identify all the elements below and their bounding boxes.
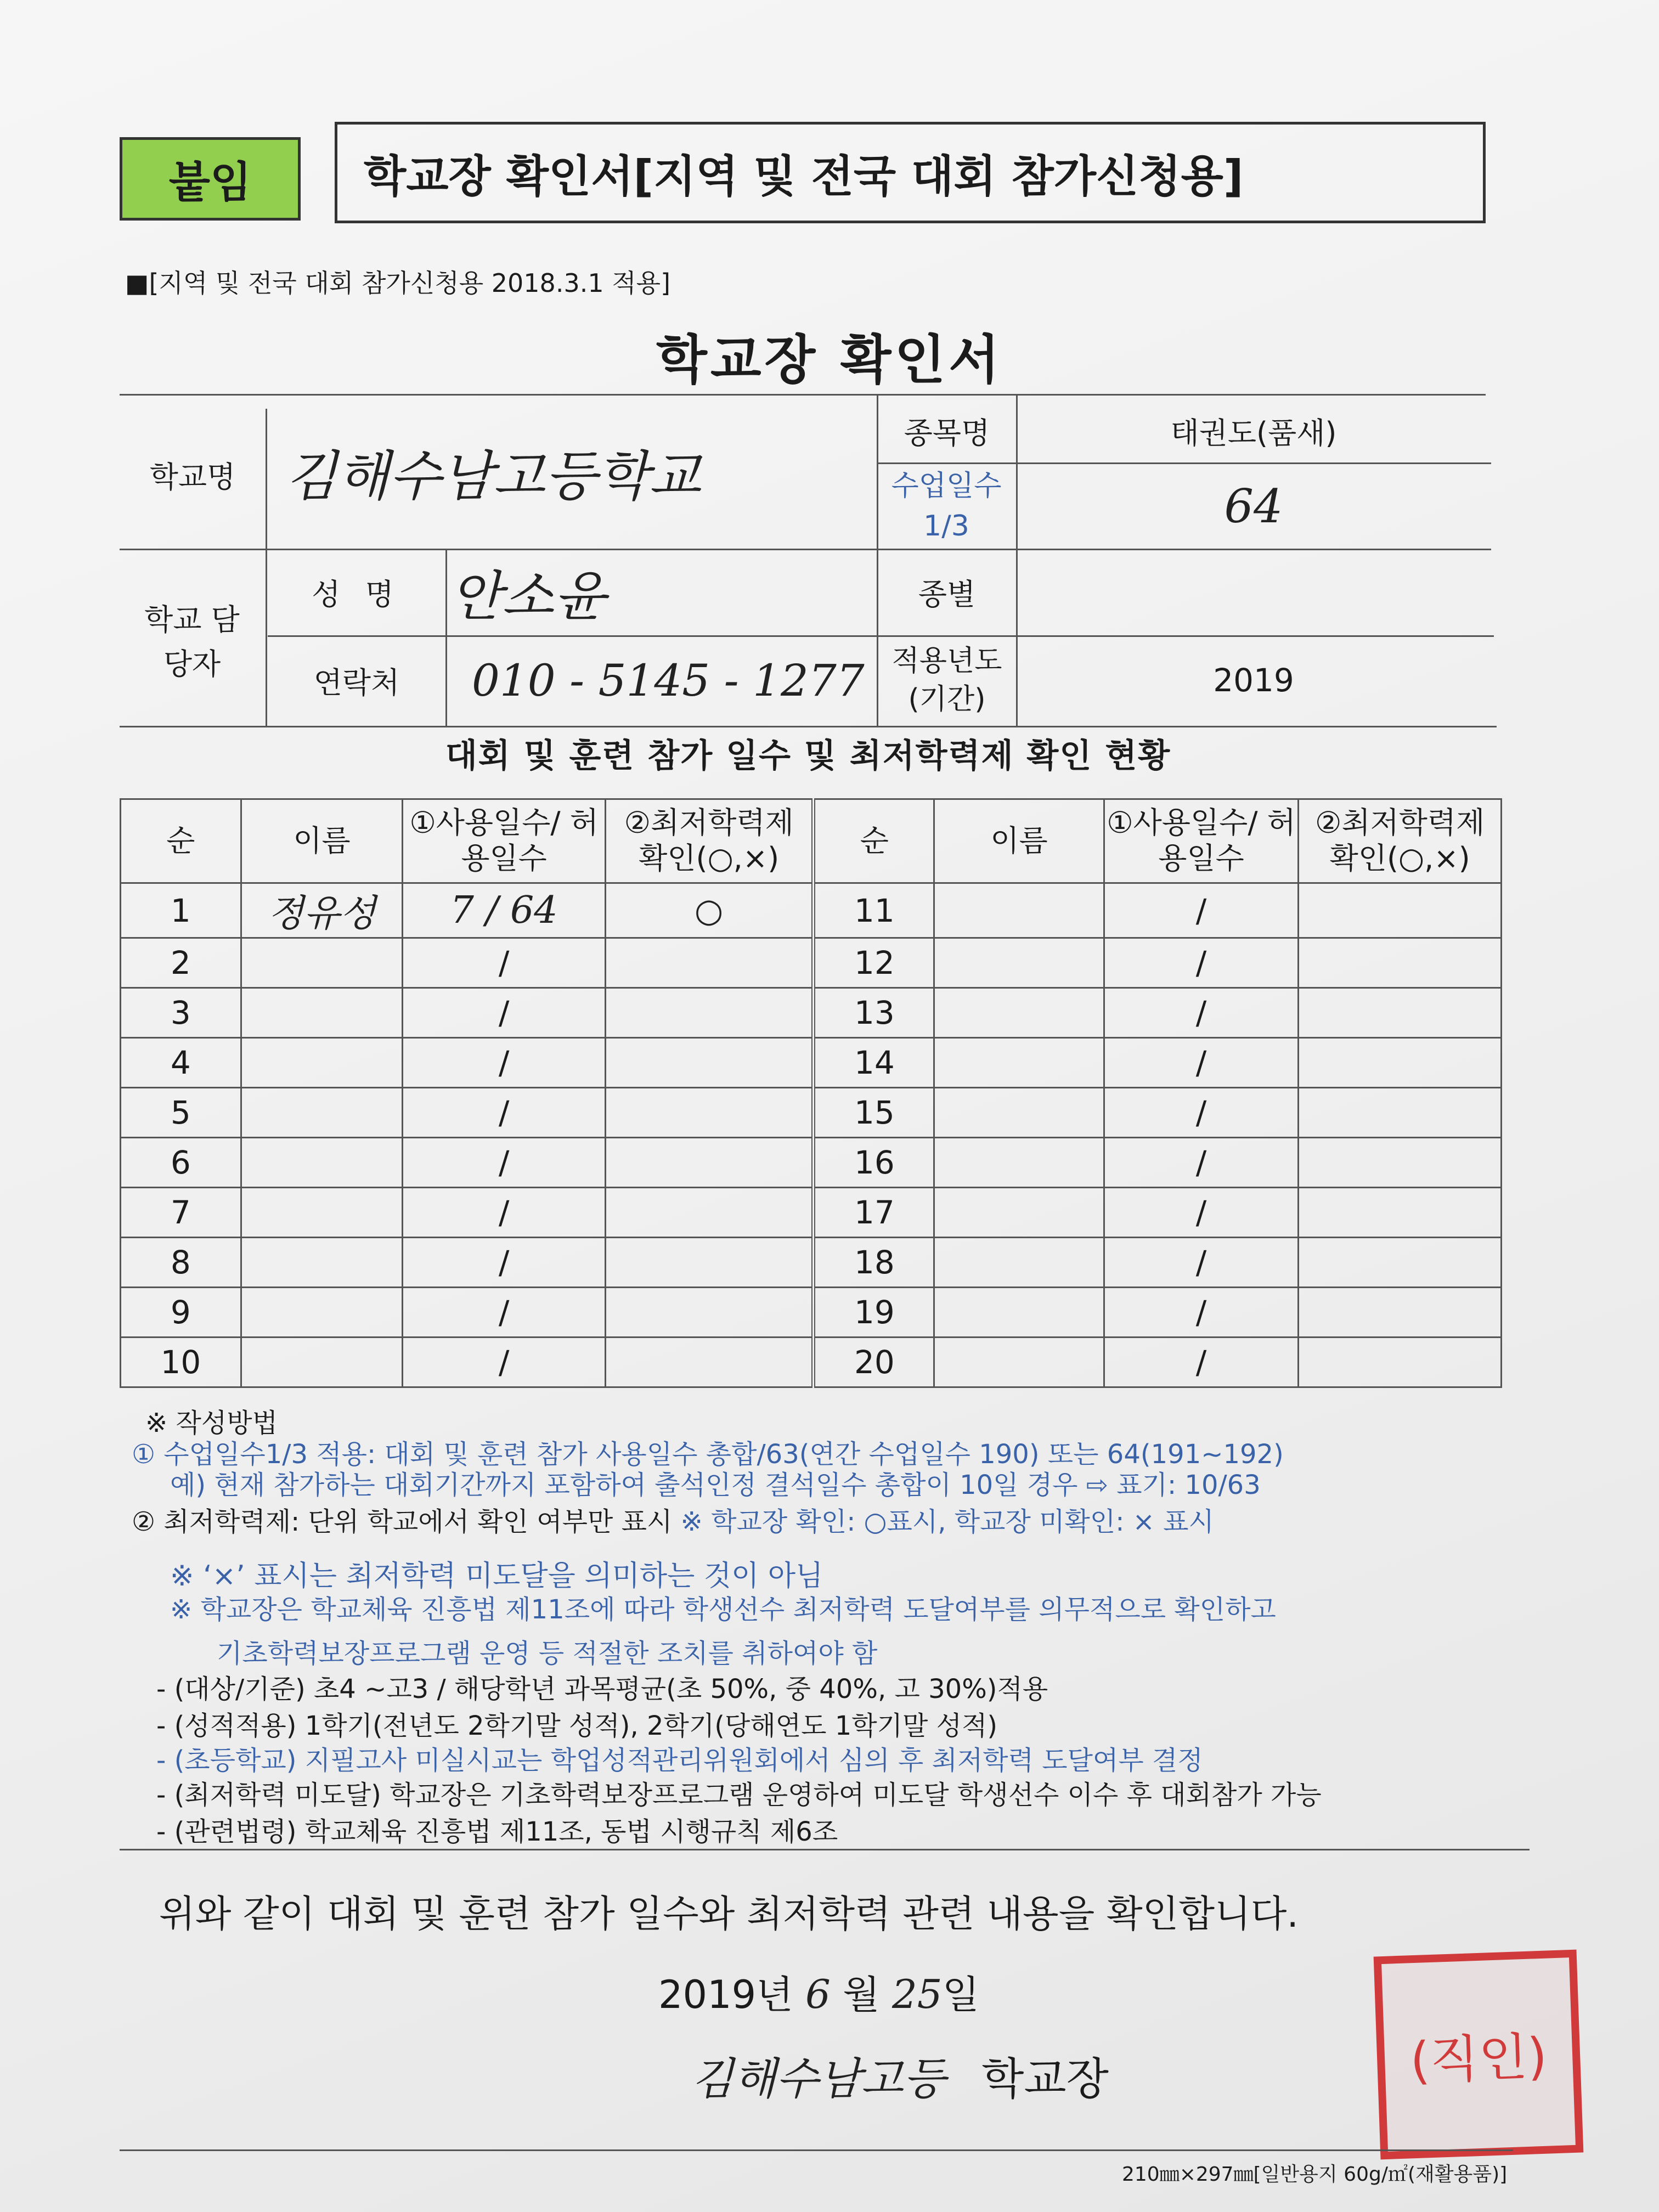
year-value: 2019	[1213, 662, 1294, 699]
row-name	[241, 1288, 403, 1338]
row-no: 12	[814, 938, 934, 988]
method-line: ※ 학교장은 학교체육 진흥법 제11조에 따라 학생선수 최저학력 도달여부를 의무적으로 확인하고	[170, 1594, 1276, 1625]
method-line: 예) 현재 참가하는 대회기간까지 포함하여 출석인정 결석일수 총합이 10일 경우 ⇨ 표기: 10/63	[170, 1470, 1261, 1500]
official-seal	[1374, 1950, 1584, 2160]
row-check	[605, 1038, 814, 1088]
row-days: /	[403, 1288, 606, 1338]
class-days-value: 64	[1224, 479, 1283, 533]
table-header-row	[121, 799, 1502, 883]
method-line: ① 수업일수1/3 적용: 대회 및 훈련 참가 사용일수 총합/63(연간 수업일수 190) 또는 64(191~192)	[132, 1439, 1284, 1470]
school-name-value: 김해수남고등학교	[285, 445, 701, 508]
row-check	[605, 988, 814, 1038]
row-name	[934, 988, 1104, 1038]
row-days: /	[403, 1088, 606, 1138]
row-no: 10	[121, 1338, 241, 1387]
seal-text: (직인)	[1409, 2027, 1548, 2091]
date-month: 6	[805, 1971, 831, 2017]
signature-title: 학교장	[981, 2053, 1109, 2104]
row-check	[1299, 1088, 1502, 1138]
row-check	[605, 1188, 814, 1238]
row-name	[241, 1238, 403, 1288]
row-no: 2	[121, 938, 241, 988]
row-check	[605, 1238, 814, 1288]
row-check	[1299, 1238, 1502, 1288]
table-row	[121, 1238, 1502, 1288]
contact-label: 연락처	[313, 665, 400, 700]
row-name	[934, 1088, 1104, 1138]
row-days: /	[1104, 1038, 1299, 1088]
table-row	[121, 1088, 1502, 1138]
header-check: ②최저학력제 확인(○,×)	[605, 799, 814, 883]
row-check	[1299, 988, 1502, 1038]
date-day-unit: 일	[942, 1972, 980, 2017]
row-no: 16	[814, 1138, 934, 1188]
row-name	[934, 1188, 1104, 1238]
table-row	[121, 1338, 1502, 1387]
row-check	[1299, 938, 1502, 988]
row-days: /	[403, 1338, 606, 1387]
header-days: ①사용일수/ 허용일수	[403, 799, 606, 883]
row-days: /	[1104, 1238, 1299, 1288]
row-check	[1299, 1338, 1502, 1387]
row-name: 정유성	[241, 883, 403, 938]
row-name	[934, 1138, 1104, 1188]
method-line: - (관련법령) 학교체육 진흥법 제11조, 동법 시행규칙 제6조	[156, 1816, 838, 1847]
row-name	[934, 883, 1104, 938]
participation-table	[120, 798, 1502, 1388]
row-days: /	[1104, 1338, 1299, 1387]
table-row	[121, 1288, 1502, 1338]
signing-date	[658, 1964, 979, 2019]
row-no: 6	[121, 1138, 241, 1188]
row-name	[241, 1338, 403, 1387]
table-row	[121, 883, 1502, 938]
row-name	[241, 1138, 403, 1188]
row-days: /	[1104, 1188, 1299, 1238]
event-label: 종목명	[904, 416, 990, 450]
table-row	[121, 1188, 1502, 1238]
row-no: 17	[814, 1188, 934, 1238]
year-label: 적용년도 (기간)	[891, 644, 1002, 716]
document-title: 학교장 확인서	[656, 329, 1003, 391]
method-line: - (초등학교) 지필고사 미실시교는 학업성적관리위원회에서 심의 후 최저학력 도달여부 결정	[156, 1745, 1203, 1776]
row-no: 11	[814, 883, 934, 938]
row-check	[1299, 1288, 1502, 1338]
row-check	[605, 938, 814, 988]
row-days: /	[403, 1038, 606, 1088]
row-days: /	[1104, 883, 1299, 938]
row-check: ○	[605, 883, 814, 938]
row-check	[605, 1138, 814, 1188]
paper-spec-footer: 210㎜×297㎜[일반용지 60g/㎡(재활용품)]	[1122, 2163, 1508, 2186]
row-check	[1299, 1138, 1502, 1188]
row-no: 15	[814, 1088, 934, 1138]
row-days: 7 / 64	[403, 883, 606, 938]
row-no: 19	[814, 1288, 934, 1338]
signature-school: 김해수남고등	[691, 2053, 946, 2104]
contact-value: 010 - 5145 - 1277	[472, 654, 865, 706]
row-no: 1	[121, 883, 241, 938]
row-check	[1299, 883, 1502, 938]
date-month-unit: 월	[843, 1972, 880, 2017]
row-name	[241, 938, 403, 988]
row-no: 5	[121, 1088, 241, 1138]
date-year: 2019년	[658, 1972, 793, 2017]
row-days: /	[403, 988, 606, 1038]
method-line: 기초학력보장프로그램 운영 등 적절한 조치를 취하여야 함	[217, 1638, 878, 1669]
row-no: 14	[814, 1038, 934, 1088]
row-name	[241, 1038, 403, 1088]
person-name-value: 안소윤	[450, 565, 606, 628]
method-line: - (성적적용) 1학기(전년도 2학기말 성적), 2학기(당해연도 1학기말 성적)	[156, 1711, 998, 1741]
row-check	[605, 1338, 814, 1387]
method-text: ② 최저학력제: 단위 학교에서 확인 여부만 표시	[132, 1506, 681, 1537]
row-no: 9	[121, 1288, 241, 1338]
manager-label: 학교 담당자	[144, 602, 240, 681]
row-check	[1299, 1038, 1502, 1088]
table-row	[121, 938, 1502, 988]
category-label: 종별	[918, 577, 976, 612]
method-line: - (최저학력 미도달) 학교장은 기초학력보장프로그램 운영하여 미도달 학생선수 이수 후 대회참가 가능	[156, 1780, 1322, 1810]
row-name	[934, 1238, 1104, 1288]
header-name: 이름	[934, 799, 1104, 883]
row-name	[241, 1188, 403, 1238]
row-no: 8	[121, 1238, 241, 1288]
row-check	[605, 1088, 814, 1138]
row-name	[934, 1338, 1104, 1387]
header-no: 순	[121, 799, 241, 883]
application-note: ■[지역 및 전국 대회 참가신청용 2018.3.1 적용]	[125, 268, 671, 298]
method-line	[132, 1500, 1214, 1538]
row-days: /	[403, 938, 606, 988]
row-name	[241, 988, 403, 1038]
table-row	[121, 988, 1502, 1038]
confirmation-text: 위와 같이 대회 및 훈련 참가 일수와 최저학력 관련 내용을 확인합니다.	[159, 1893, 1299, 1936]
row-name	[241, 1088, 403, 1138]
row-check	[605, 1288, 814, 1338]
category-value	[1018, 549, 1489, 635]
row-days: /	[1104, 938, 1299, 988]
row-check	[1299, 1188, 1502, 1238]
method-text: ※ 학교장 확인: ○표시, 학교장 미확인: × 표시	[680, 1506, 1214, 1537]
method-line: ※ ‘×’ 표시는 최저학력 미도달을 의미하는 것이 아님	[170, 1560, 823, 1593]
row-days: /	[403, 1188, 606, 1238]
row-name	[934, 938, 1104, 988]
header-check: ②최저학력제 확인(○,×)	[1299, 799, 1502, 883]
table-row	[121, 1038, 1502, 1088]
event-value: 태권도(품새)	[1170, 416, 1337, 450]
method-line: - (대상/기준) 초4 ~고3 / 해당학년 과목평균(초 50%, 중 40%, 고 30%)적용	[156, 1674, 1048, 1705]
header-no: 순	[814, 799, 934, 883]
row-days: /	[403, 1138, 606, 1188]
header-days: ①사용일수/ 허용일수	[1104, 799, 1299, 883]
header-name: 이름	[241, 799, 403, 883]
row-no: 7	[121, 1188, 241, 1238]
method-title: ※ 작성방법	[145, 1408, 278, 1438]
row-name	[934, 1288, 1104, 1338]
row-days: /	[403, 1238, 606, 1288]
row-no: 4	[121, 1038, 241, 1088]
row-name	[934, 1038, 1104, 1088]
row-no: 18	[814, 1238, 934, 1288]
row-days: /	[1104, 1138, 1299, 1188]
row-no: 20	[814, 1338, 934, 1387]
table-title: 대회 및 훈련 참가 일수 및 최저학력제 확인 현황	[445, 737, 1171, 775]
row-days: /	[1104, 1288, 1299, 1338]
row-no: 13	[814, 988, 934, 1038]
attachment-tag: 붙임	[120, 137, 301, 221]
date-day: 25	[892, 1971, 943, 2017]
header-title: 학교장 확인서[지역 및 전국 대회 참가신청용]	[335, 122, 1486, 223]
class-days-label: 수업일수 1/3	[891, 470, 1002, 543]
row-days: /	[1104, 1088, 1299, 1138]
row-no: 3	[121, 988, 241, 1038]
signature-line	[691, 2044, 1109, 2107]
row-days: /	[1104, 988, 1299, 1038]
table-row	[121, 1138, 1502, 1188]
person-name-label: 성 명	[312, 577, 402, 612]
school-name-label: 학교명	[149, 459, 236, 494]
